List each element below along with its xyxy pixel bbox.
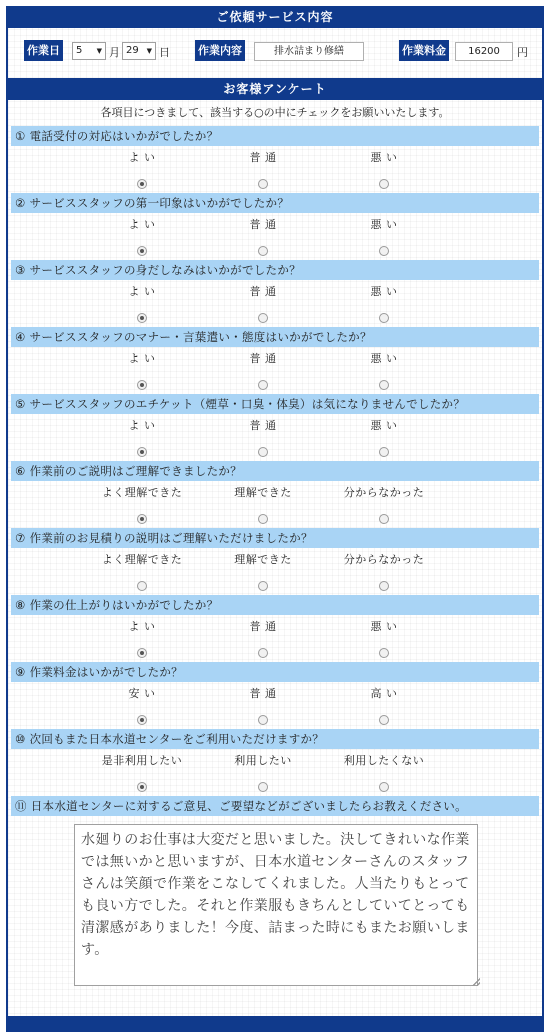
answer-option-label: 分からなかった xyxy=(343,553,425,566)
radio-button[interactable] xyxy=(137,313,147,323)
radio-button[interactable] xyxy=(258,782,268,792)
answer-option-label: 普 通 xyxy=(249,218,277,231)
radio-button[interactable] xyxy=(258,514,268,524)
answer-option-label: 利用したくない xyxy=(343,754,425,767)
radio-button[interactable] xyxy=(137,246,147,256)
work-date-label: 作業日 xyxy=(24,40,63,61)
answer-option[interactable] xyxy=(82,417,202,460)
answer-options xyxy=(8,682,542,729)
radio-button[interactable] xyxy=(258,380,268,390)
question-10: ⑩ 次回もまた日本水道センターをご利用いただけますか？ xyxy=(11,729,539,749)
radio-button[interactable] xyxy=(258,581,268,591)
answer-option-label: 是非利用したい xyxy=(101,754,183,767)
survey-form xyxy=(6,6,544,1032)
radio-button[interactable] xyxy=(258,715,268,725)
answer-option[interactable] xyxy=(203,417,323,460)
answer-option-label: 普 通 xyxy=(249,419,277,432)
answer-options xyxy=(8,749,542,796)
answer-option[interactable] xyxy=(324,350,444,393)
survey-intro: 各項目につきまして、該当する○の中にチェックをお願いいたします。 xyxy=(100,106,450,119)
answer-options xyxy=(8,615,542,662)
radio-button[interactable] xyxy=(137,380,147,390)
answer-option-label: 理解できた xyxy=(234,553,292,566)
month-unit: 月 xyxy=(109,46,120,59)
answer-option-label: 普 通 xyxy=(249,352,277,365)
question-4: ④ サービススタッフのマナー・言葉遣い・態度はいかがでしたか？ xyxy=(11,327,539,347)
day-unit: 日 xyxy=(159,46,170,59)
answer-option-label: 普 通 xyxy=(249,687,277,700)
radio-button[interactable] xyxy=(137,782,147,792)
resize-handle-icon[interactable] xyxy=(472,978,480,986)
radio-button[interactable] xyxy=(379,447,389,457)
question-list xyxy=(8,126,542,796)
answer-option-label: よく理解できた xyxy=(101,553,183,566)
answer-option[interactable] xyxy=(203,149,323,192)
work-content-field[interactable]: 排水詰まり修繕 xyxy=(254,42,364,61)
footer-bar xyxy=(8,1016,542,1032)
answer-option[interactable] xyxy=(203,350,323,393)
radio-button[interactable] xyxy=(379,313,389,323)
answer-option-label: 普 通 xyxy=(249,285,277,298)
answer-option-label: 分からなかった xyxy=(343,486,425,499)
question-2: ② サービススタッフの第一印象はいかがでしたか？ xyxy=(11,193,539,213)
answer-option[interactable] xyxy=(203,551,323,594)
question-9: ⑨ 作業料金はいかがでしたか？ xyxy=(11,662,539,682)
answer-option[interactable] xyxy=(203,283,323,326)
radio-button[interactable] xyxy=(137,715,147,725)
answer-option-label: よ い xyxy=(128,620,156,633)
question-8: ⑧ 作業の仕上がりはいかがでしたか？ xyxy=(11,595,539,615)
answer-option[interactable] xyxy=(203,484,323,527)
answer-option[interactable] xyxy=(324,551,444,594)
radio-button[interactable] xyxy=(137,447,147,457)
answer-option[interactable] xyxy=(324,149,444,192)
work-content-label: 作業内容 xyxy=(195,40,245,61)
month-select-value: 5 xyxy=(76,45,83,56)
answer-options xyxy=(8,481,542,528)
answer-option[interactable] xyxy=(82,752,202,795)
comment-area xyxy=(8,816,542,1006)
radio-button[interactable] xyxy=(379,648,389,658)
radio-button[interactable] xyxy=(379,581,389,591)
fee-unit: 円 xyxy=(517,46,528,59)
answer-option-label: 高 い xyxy=(370,687,398,700)
answer-option[interactable] xyxy=(324,283,444,326)
comment-question: ⑪ 日本水道センターに対するご意見、ご要望などがございましたらお教えください。 xyxy=(11,796,539,816)
answer-option-label: 普 通 xyxy=(249,620,277,633)
radio-button[interactable] xyxy=(379,715,389,725)
answer-option[interactable] xyxy=(203,752,323,795)
answer-option[interactable] xyxy=(324,417,444,460)
radio-button[interactable] xyxy=(137,648,147,658)
question-1: ① 電話受付の対応はいかがでしたか？ xyxy=(11,126,539,146)
day-select[interactable] xyxy=(122,42,156,60)
answer-option[interactable] xyxy=(324,618,444,661)
radio-button[interactable] xyxy=(258,246,268,256)
answer-option-label: 理解できた xyxy=(234,486,292,499)
radio-button[interactable] xyxy=(379,179,389,189)
radio-button[interactable] xyxy=(137,514,147,524)
answer-option[interactable] xyxy=(203,216,323,259)
service-header: ご依頼サービス内容 xyxy=(8,6,542,28)
radio-button[interactable] xyxy=(258,179,268,189)
radio-button[interactable] xyxy=(137,581,147,591)
answer-option-label: よく理解できた xyxy=(101,486,183,499)
answer-options xyxy=(8,548,542,595)
answer-option[interactable] xyxy=(324,752,444,795)
answer-option[interactable] xyxy=(82,618,202,661)
answer-option[interactable] xyxy=(324,685,444,728)
answer-option-label: よ い xyxy=(128,352,156,365)
answer-option-label: 悪 い xyxy=(370,285,398,298)
question-3: ③ サービススタッフの身だしなみはいかがでしたか？ xyxy=(11,260,539,280)
answer-option-label: よ い xyxy=(128,285,156,298)
comment-textarea[interactable]: 水廻りのお仕事は大変だと思いました。決してきれいな作業では無いかと思いますが、日本水道センターさんのスタッフさんは笑顔で作業をこなしてくれました。人当たりもとっても良い方でした。それと作業服もきちんとしていてとっても清潔感がありました！今度、詰まった時にもまたお願いします。 xyxy=(74,824,478,986)
answer-option[interactable] xyxy=(82,350,202,393)
answer-options xyxy=(8,414,542,461)
answer-option[interactable] xyxy=(324,216,444,259)
answer-option[interactable] xyxy=(324,484,444,527)
answer-option-label: 悪 い xyxy=(370,419,398,432)
answer-option[interactable] xyxy=(82,551,202,594)
radio-button[interactable] xyxy=(137,179,147,189)
question-5: ⑤ サービススタッフのエチケット（煙草・口臭・体臭）は気になりませんでしたか？ xyxy=(11,394,539,414)
radio-button[interactable] xyxy=(379,514,389,524)
answer-option[interactable] xyxy=(82,283,202,326)
question-7: ⑦ 作業前のお見積りの説明はご理解いただけましたか？ xyxy=(11,528,539,548)
question-6: ⑥ 作業前のご説明はご理解できましたか？ xyxy=(11,461,539,481)
chevron-down-icon: ▼ xyxy=(96,47,102,55)
answer-option-label: 利用したい xyxy=(234,754,292,767)
answer-option[interactable] xyxy=(82,685,202,728)
month-select[interactable] xyxy=(72,42,106,60)
answer-options xyxy=(8,347,542,394)
fee-field[interactable]: 16200 xyxy=(455,42,513,61)
answer-option[interactable] xyxy=(82,149,202,192)
answer-option-label: 普 通 xyxy=(249,151,277,164)
survey-header: お客様アンケート xyxy=(8,78,542,100)
answer-option-label: よ い xyxy=(128,419,156,432)
answer-option[interactable] xyxy=(82,484,202,527)
answer-option[interactable] xyxy=(203,685,323,728)
radio-button[interactable] xyxy=(258,447,268,457)
day-select-value: 29 xyxy=(126,45,139,56)
answer-option[interactable] xyxy=(82,216,202,259)
answer-options xyxy=(8,280,542,327)
fee-label: 作業料金 xyxy=(399,40,449,61)
chevron-down-icon: ▼ xyxy=(146,47,152,55)
answer-option-label: 悪 い xyxy=(370,218,398,231)
answer-option-label: 悪 い xyxy=(370,151,398,164)
answer-option-label: よ い xyxy=(128,218,156,231)
answer-option-label: 悪 い xyxy=(370,352,398,365)
radio-button[interactable] xyxy=(379,246,389,256)
radio-button[interactable] xyxy=(258,313,268,323)
radio-button[interactable] xyxy=(379,380,389,390)
answer-option-label: 悪 い xyxy=(370,620,398,633)
answer-options xyxy=(8,146,542,193)
radio-button[interactable] xyxy=(258,648,268,658)
service-row xyxy=(8,28,542,78)
radio-button[interactable] xyxy=(379,782,389,792)
answer-option-label: よ い xyxy=(128,151,156,164)
answer-option[interactable] xyxy=(203,618,323,661)
answer-options xyxy=(8,213,542,260)
answer-option-label: 安 い xyxy=(128,687,156,700)
